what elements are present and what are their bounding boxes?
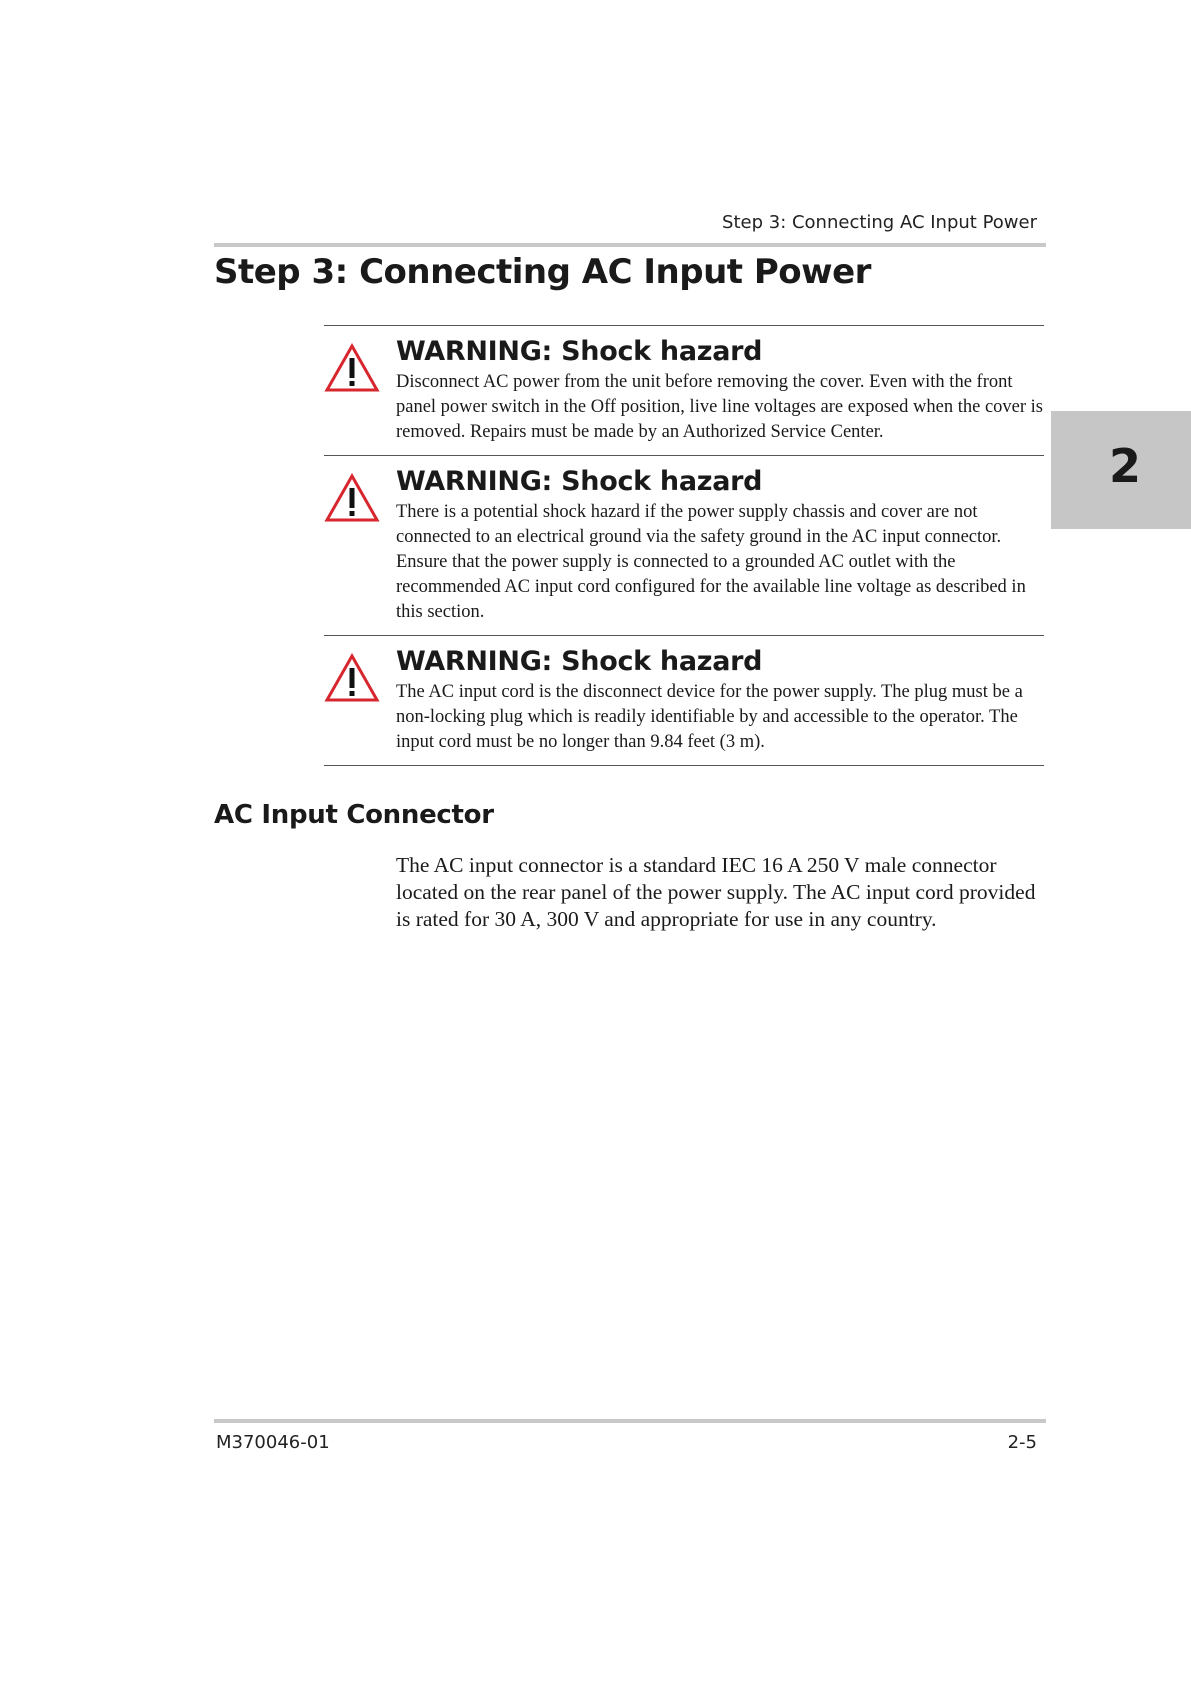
warning-block — [324, 635, 1044, 766]
warning-title: WARNING: Shock hazard — [396, 466, 763, 497]
warnings-list — [324, 325, 1044, 766]
warning-text: There is a potential shock hazard if the power supply chassis and cover are not connected to an electrical ground via the safety ground in the AC input connector. Ensure that the power supply is connected to a grounded AC outlet with the recommended AC input cord configured for the available line voltage as described in this section. — [396, 502, 1026, 622]
warning-text: The AC input cord is the disconnect device for the power supply. The plug must be a non-locking plug which is readily identifiable by and accessible to the operator. The input cord must be no longer than 9.84 feet (3 m). — [396, 682, 1023, 752]
warning-body — [396, 645, 1044, 755]
header-rule — [214, 243, 1046, 247]
warning-text: Disconnect AC power from the unit before removing the cover. Even with the front panel power switch in the Off position, live line voltages are exposed when the cover is removed. Repairs must be made by an Authorized Service Center. — [396, 372, 1043, 442]
warning-block — [324, 455, 1044, 635]
warning-title: WARNING: Shock hazard — [396, 646, 763, 677]
section-body: The AC input connector is a standard IEC 16 A 250 V male connector located on the rear panel of the power supply. The AC input cord provided is rated for 30 A, 300 V and appropriate for use in any country. — [396, 853, 1036, 931]
page-title: Step 3: Connecting AC Input Power — [214, 252, 871, 292]
running-header: Step 3: Connecting AC Input Power — [722, 212, 1037, 233]
footer-doc-number: M370046-01 — [216, 1432, 330, 1453]
footer-page-number: 2-5 — [1007, 1432, 1037, 1453]
warning-block — [324, 325, 1044, 455]
chapter-number: 2 — [1109, 439, 1142, 493]
footer-rule — [214, 1419, 1046, 1423]
warning-title: WARNING: Shock hazard — [396, 336, 763, 367]
section-heading: AC Input Connector — [214, 800, 494, 830]
warning-triangle-icon — [324, 645, 396, 755]
chapter-tab — [1051, 411, 1191, 529]
warning-body — [396, 465, 1044, 625]
warning-triangle-icon — [324, 335, 396, 445]
warning-body — [396, 335, 1044, 445]
warning-triangle-icon — [324, 465, 396, 625]
